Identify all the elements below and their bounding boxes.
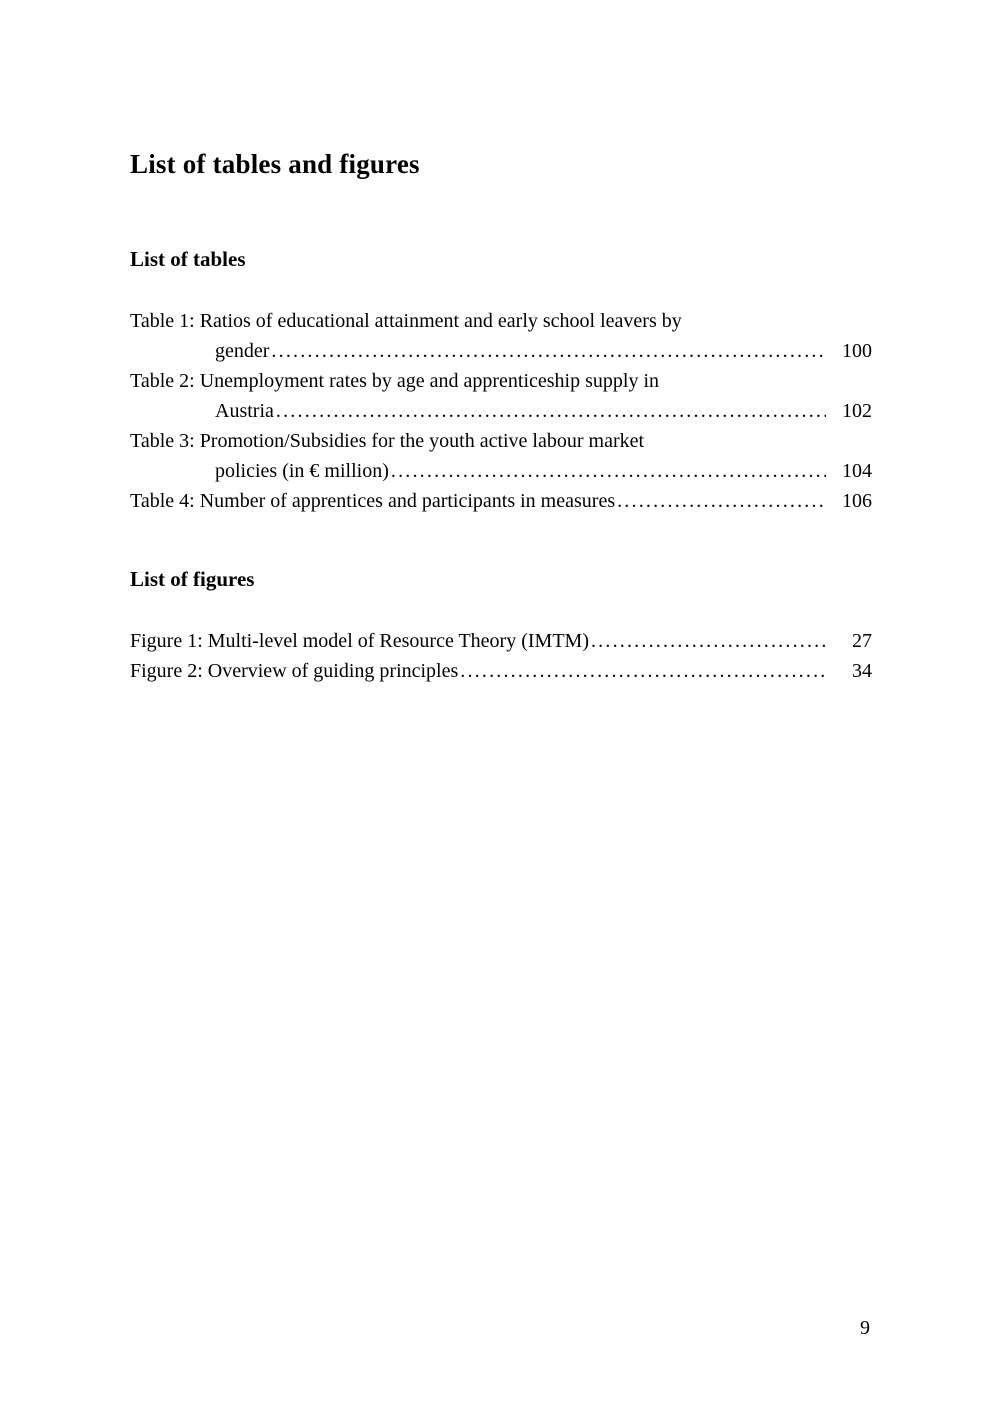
section-heading-figures: List of figures — [130, 567, 255, 591]
toc-entry-figure-1 — [130, 626, 872, 656]
toc-entry-table-2 — [130, 366, 872, 426]
toc-entry-table-4 — [130, 486, 872, 516]
toc-entry-line: Table 3: Promotion/Subsidies for the youth active labour market — [130, 430, 645, 452]
toc-entry-text: gender — [215, 340, 270, 362]
folio-page-number: 9 — [860, 1317, 870, 1339]
toc-page-number: 106 — [842, 490, 872, 512]
toc-entry-line — [130, 486, 872, 516]
toc-page-number: 102 — [842, 400, 872, 422]
toc-entry-continuation — [130, 336, 872, 366]
list-of-tables — [130, 306, 872, 516]
toc-entry-text: policies (in € million) — [215, 460, 389, 482]
toc-page-number: 100 — [842, 340, 872, 362]
page-content — [0, 0, 1000, 686]
toc-entry-text: Austria — [215, 400, 274, 422]
toc-entry-text: Table 4: Number of apprentices and participants in measures — [130, 490, 616, 512]
toc-entry-line: Table 1: Ratios of educational attainment and early school leavers by — [130, 310, 682, 332]
dot-leader — [591, 626, 826, 656]
toc-entry-figure-2 — [130, 656, 872, 686]
toc-entry-line — [130, 626, 872, 656]
toc-entry-line: Table 2: Unemployment rates by age and apprenticeship supply in — [130, 370, 660, 392]
section-heading-tables: List of tables — [130, 247, 246, 271]
dot-leader — [391, 456, 826, 486]
toc-entry-line — [130, 656, 872, 686]
toc-entry-continuation — [130, 456, 872, 486]
toc-entry-continuation — [130, 396, 872, 426]
toc-entry-text: Figure 2: Overview of guiding principles — [130, 660, 459, 682]
toc-page-number: 104 — [842, 460, 872, 482]
toc-page-number: 34 — [852, 660, 872, 682]
toc-entry-table-1 — [130, 306, 872, 366]
page-title: List of tables and figures — [130, 149, 420, 179]
toc-page-number: 27 — [852, 630, 872, 652]
dot-leader — [460, 656, 826, 686]
toc-entry-text: Figure 1: Multi-level model of Resource Theory (IMTM) — [130, 630, 589, 652]
dot-leader — [617, 486, 826, 516]
list-of-figures — [130, 626, 872, 686]
dot-leader — [276, 396, 826, 426]
dot-leader — [271, 336, 826, 366]
toc-entry-table-3 — [130, 426, 872, 486]
